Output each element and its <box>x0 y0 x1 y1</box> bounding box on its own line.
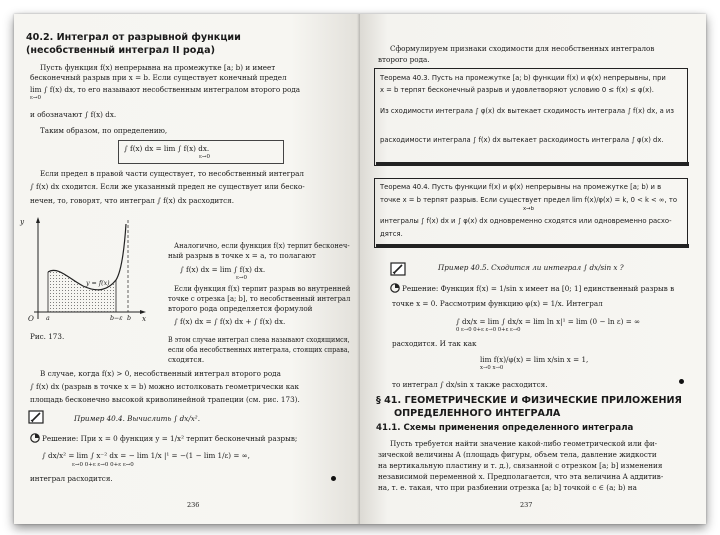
text-line: ∫ f(x) dx сходится. Если же указанный предел не существует или беско- <box>30 182 305 191</box>
text-line: интеграл расходится. <box>30 474 113 483</box>
text-line: нечен, то, говорят, что интеграл ∫ f(x) dx расходится. <box>30 196 234 205</box>
theorem-line: Из сходимости интеграла ∫ φ(x) dx вытекает сходимость интеграла ∫ f(x) dx, а из <box>380 107 674 115</box>
left-page <box>14 14 360 524</box>
label-a: a <box>46 315 50 322</box>
figure-173 <box>28 214 148 326</box>
theorem-line: дятся. <box>380 230 403 238</box>
shaded-area <box>48 270 116 312</box>
theorem-line: Теорема 40.4. Пусть функции f(x) и φ(x) непрерывны на промежутке [a; b) и в <box>380 183 662 191</box>
theorem-line: x = b терпят бесконечный разрыв и удовлетворяют условию 0 ≤ f(x) ≤ φ(x). <box>380 86 654 94</box>
subsection-title: 41.1. Схемы применения определенного интеграла <box>376 423 634 433</box>
text-line: Решение: Функция f(x) = 1/sin x имеет на [0; 1] единственный разрыв в <box>402 284 675 293</box>
formula: ∫ dx/x = lim ∫ dx/x = lim ln x|¹ = lim (0 − ln ε) = ∞ <box>456 317 641 326</box>
theorem-line: Теорема 40.3. Пусть на промежутке [a; b) функции f(x) и φ(x) непрерывны, при <box>380 74 666 82</box>
text-line: второго рода. <box>378 55 430 64</box>
formula: lim f(x)/φ(x) = lim x/sin x = 1, <box>480 355 589 364</box>
text-line: Решение: При x = 0 функция y = 1/x² терпит бесконечный разрыв; <box>42 434 298 443</box>
text-line: расходится. И так как <box>392 339 477 348</box>
theorem-line: интегралы ∫ f(x) dx и ∫ φ(x) dx одновременно сходятся или одновременно расхо- <box>380 217 672 225</box>
label-y: y <box>20 217 25 226</box>
label-curve: y = f(x) <box>86 280 110 287</box>
text-line: Если предел в правой части существует, то несобственный интеграл <box>40 169 304 178</box>
text-line: независимой переменной x. Предполагается, что эта величина A аддитив- <box>378 472 664 481</box>
right-page <box>360 14 706 524</box>
text-line: и обозначают ∫ f(x) dx. <box>30 110 117 119</box>
text-line: площадь бесконечно высокой криволинейной трапеции (см. рис. 173). <box>30 395 300 404</box>
text-line: сходятся. <box>168 355 205 364</box>
text-line: Если функция f(x) терпит разрыв во внутренней <box>174 284 351 293</box>
text-line: если оба несобственных интеграла, стоящих справа, <box>168 345 350 354</box>
y-axis-arrow <box>36 217 40 223</box>
text-line: Пусть функция f(x) непрерывна на промежутке [a; b) и имеет <box>40 63 276 72</box>
example-title: Пример 40.4. Вычислить ∫ dx/x². <box>74 414 200 423</box>
box-shadow-bar <box>376 244 689 248</box>
text-line: то интеграл ∫ dx/sin x также расходится. <box>392 380 548 389</box>
open-book <box>14 14 706 524</box>
end-marker <box>679 379 684 384</box>
text-line: Пусть требуется найти значение какой-либо геометрической или фи- <box>390 439 658 448</box>
solution-icon <box>30 433 40 443</box>
pencil-note-icon <box>390 262 406 276</box>
text-line: Аналогично, если функция f(x) терпит бесконеч- <box>174 241 350 250</box>
pencil-note-icon <box>28 410 44 424</box>
formula: ∫ f(x) dx = lim ∫ f(x) dx. <box>180 265 266 274</box>
section-title: 40.2. Интеграл от разрывной функции <box>26 32 241 43</box>
end-marker <box>331 476 336 481</box>
text-line: зической величины A (площадь фигуры, объем тела, давление жидкости <box>378 450 657 459</box>
section-subtitle: ОПРЕДЕЛЕННОГО ИНТЕГРАЛА <box>394 408 561 419</box>
limit-subscript: ε→0 0+ε ε→0 0+ε ε→0 <box>72 462 134 468</box>
theorem-line: расходимости интеграла ∫ f(x) dx вытекает расходимость интеграла ∫ φ(x) dx. <box>380 136 664 144</box>
text-line: lim ∫ f(x) dx, то его называют несобственным интегралом второго рода <box>30 85 301 94</box>
section-title: § 41. ГЕОМЕТРИЧЕСКИЕ И ФИЗИЧЕСКИЕ ПРИЛОЖЕНИЯ <box>376 395 682 406</box>
text-line: второго рода определяется формулой <box>168 304 313 313</box>
figure-caption: Рис. 173. <box>30 332 65 341</box>
limit-subscript: x→0 x→0 <box>480 365 504 371</box>
text-line: В случае, когда f(x) > 0, несобственный интеграл второго рода <box>40 369 281 378</box>
theorem-line: точке x = b терпят разрыв. Если существует предел lim f(x)/φ(x) = k, 0 < k < ∞, то <box>380 196 677 204</box>
text-line: ный разрыв в точке x = a, то полагают <box>168 251 316 260</box>
label-b: b <box>127 315 132 322</box>
box-shadow-bar <box>376 162 689 166</box>
limit-subscript: ε→0 <box>199 154 210 160</box>
label-b-eps: b−ε <box>110 315 123 322</box>
section-subtitle: (несобственный интеграл II рода) <box>26 45 215 56</box>
text-line: Таким образом, по определению, <box>40 126 168 135</box>
text-line: на вертикальную пластину и т. д.), связанной с отрезком [a; b] изменения <box>378 461 663 470</box>
label-x: x <box>142 314 147 323</box>
formula: ∫ f(x) dx = ∫ f(x) dx + ∫ f(x) dx. <box>174 317 286 326</box>
solution-icon <box>390 283 400 293</box>
text-line: бесконечный разрыв при x = b. Если существует конечный предел <box>30 73 287 82</box>
limit-subscript: 0 ε→0 0+ε ε→0 0+ε ε→0 <box>456 327 521 333</box>
text-line: В этом случае интеграл слева называют сходящимся, <box>168 335 350 344</box>
text-line: на, т. е. такая, что при разбиении отрезка [a; b] точкой c ∈ (a; b) на <box>378 483 637 492</box>
page-number: 237 <box>520 501 533 509</box>
label-origin: O <box>28 314 34 323</box>
page-number: 236 <box>187 501 200 509</box>
text-line: ∫ f(x) dx (разрыв в точке x = b) можно истолковать геометрически как <box>30 382 299 391</box>
limit-subscript: x→b <box>523 206 534 212</box>
text-line: Сформулируем признаки сходимости для несобственных интегралов <box>390 44 655 53</box>
formula: ∫ f(x) dx = lim ∫ f(x) dx. <box>124 144 210 153</box>
limit-subscript: ε→0 <box>30 95 41 101</box>
formula: ∫ dx/x² = lim ∫ x⁻² dx = − lim 1/x |¹ = −(1 − lim 1/ε) = ∞, <box>42 451 250 460</box>
text-line: точке c отрезка [a; b], то несобственный интеграл <box>168 294 351 303</box>
text-line: точке x = 0. Рассмотрим функцию φ(x) = 1/x. Интеграл <box>392 299 603 308</box>
limit-subscript: ε→0 <box>236 275 247 281</box>
example-title: Пример 40.5. Сходится ли интеграл ∫ dx/sin x ? <box>438 263 624 272</box>
